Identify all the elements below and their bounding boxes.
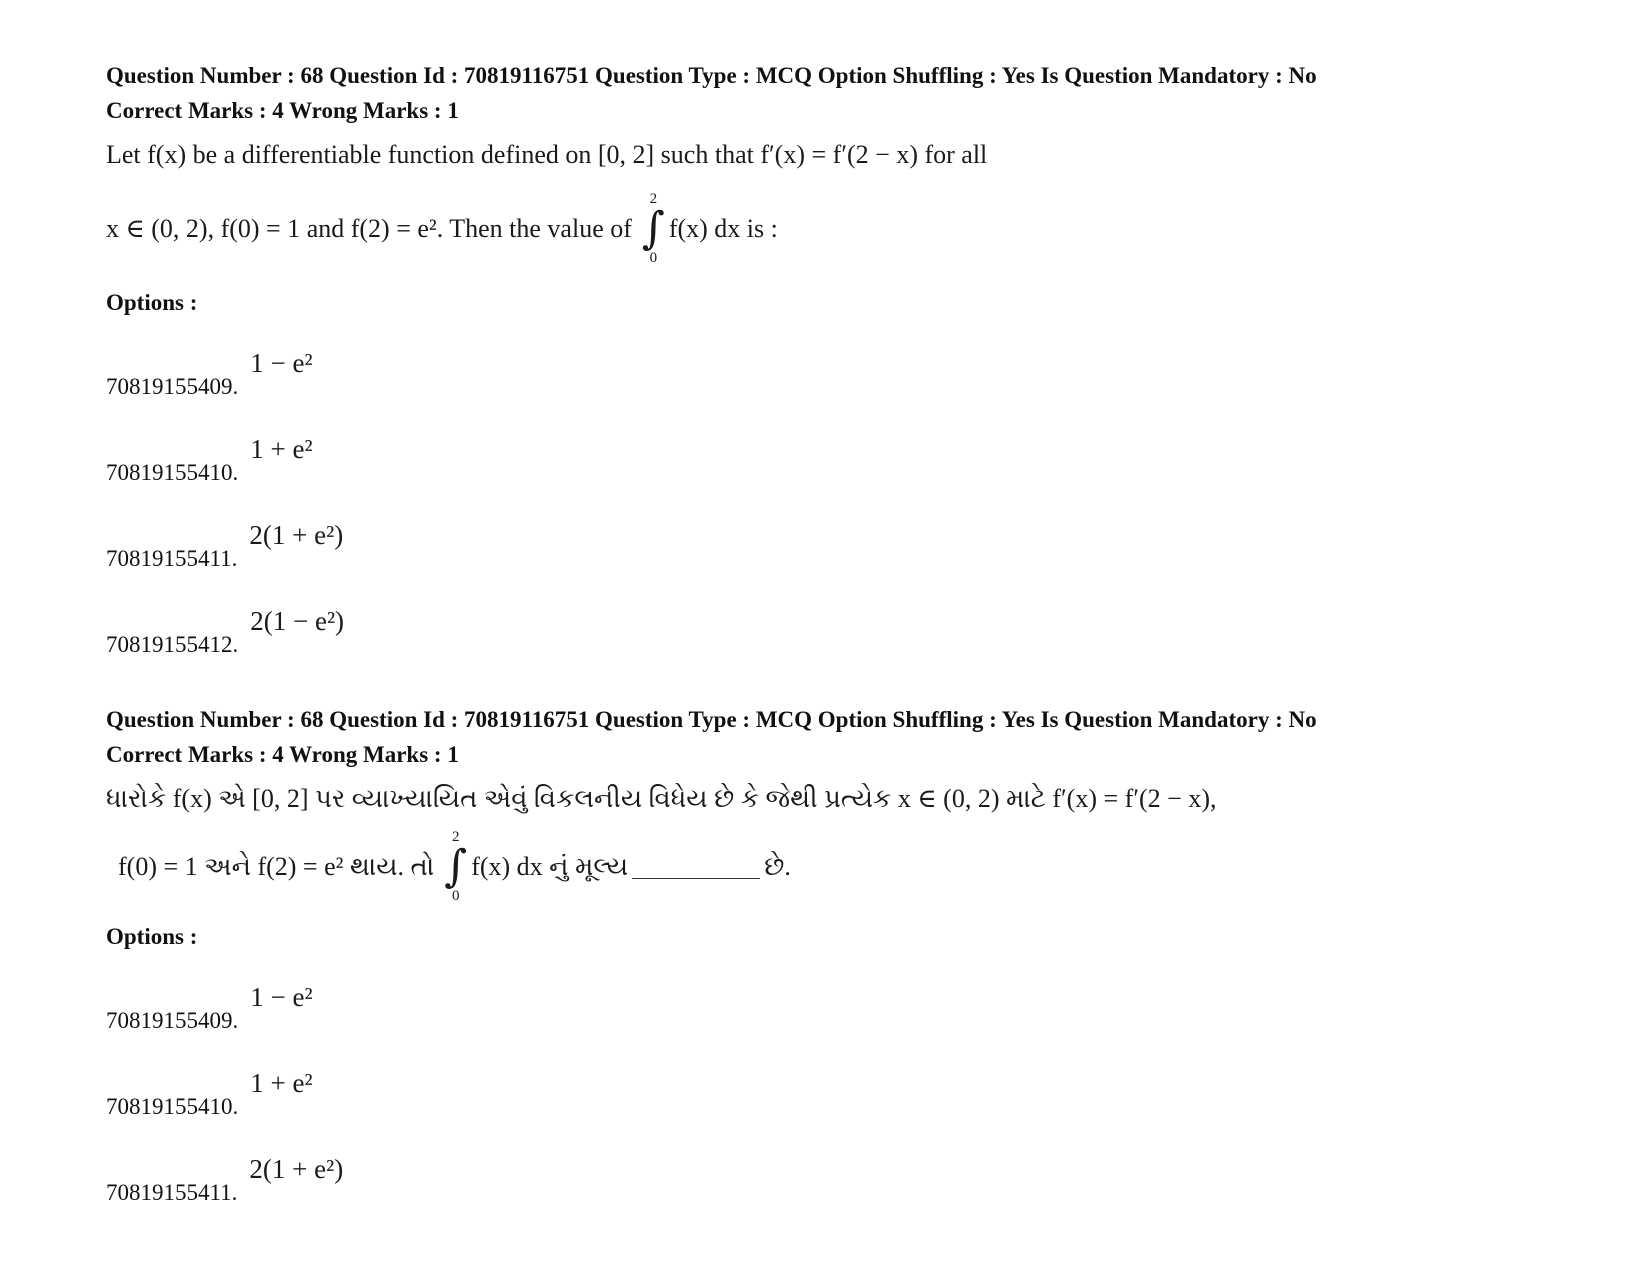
answer-blank [632,856,760,879]
integral-symbol [642,192,665,266]
option-expression: 2(1 − e²) [250,606,345,636]
integral-lower-limit: 0 [451,888,460,904]
option-expression: 2(1 + e²) [249,1154,344,1184]
option-item[interactable] [106,334,1586,404]
option-id: 70819155412. [106,632,239,657]
option-id: 70819155409. [106,1008,239,1033]
option-expression: 1 − e² [250,982,313,1012]
option-id: 70819155411. [106,546,238,571]
question-text-line-1: ધારોકે f(x) એ [0, 2] પર વ્યાખ્યાયિત એવું વિકલનીય વિધેય છે કે જેથી પ્રત્યેક x ∈ (0, 2) માટે f′(x) = f′(2 − x), [106,784,1217,813]
integral-upper-limit: 2 [451,829,460,845]
question-meta-line: Question Number : 68 Question Id : 70819116751 Question Type : MCQ Option Shuffling : Yes Is Question Mandatory : No [106,707,1317,732]
option-expression: 1 − e² [250,348,313,378]
option-id: 70819155409. [106,374,239,399]
option-item[interactable] [106,1054,1586,1124]
question-text-post-integral: f(x) dx નું મૂલ્ય [471,852,629,881]
integral-symbol [444,830,467,904]
option-id: 70819155411. [106,1180,238,1205]
options-label: Options : [106,924,198,949]
question-text-line-2 [106,192,1586,266]
integral-upper-limit: 2 [649,191,658,207]
option-item[interactable] [106,592,1586,662]
question-text-post-integral: f(x) dx is : [668,214,778,243]
option-id: 70819155410. [106,1094,239,1119]
integral-sign: ∫ [444,841,468,892]
option-item[interactable] [106,968,1586,1038]
marks-line: Correct Marks : 4 Wrong Marks : 1 [106,98,459,123]
question-text-line-1: Let f(x) be a differentiable function defined on [0, 2] such that f′(x) = f′(2 − x) for all [106,140,988,169]
option-expression: 1 + e² [250,1068,313,1098]
question-text-end: છે. [764,852,791,881]
question-text-line-2 [118,830,1586,904]
question-meta-line: Question Number : 68 Question Id : 70819116751 Question Type : MCQ Option Shuffling : Yes Is Question Mandatory : No [106,63,1317,88]
option-expression: 1 + e² [250,434,313,464]
marks-line: Correct Marks : 4 Wrong Marks : 1 [106,742,459,767]
option-expression: 2(1 + e²) [249,520,344,550]
question-text-pre-integral: x ∈ (0, 2), f(0) = 1 and f(2) = e². Then the value of [106,214,632,243]
integral-lower-limit: 0 [649,250,658,266]
option-item[interactable] [106,420,1586,490]
options-label: Options : [106,290,198,315]
integral-sign: ∫ [641,203,665,254]
option-item[interactable] [106,1140,1586,1210]
option-id: 70819155410. [106,460,239,485]
question-text-pre-integral: f(0) = 1 અને f(2) = e² થાય. તો [118,852,435,881]
question-block-english [106,58,1586,662]
question-block-gujarati [106,702,1586,1210]
option-item[interactable] [106,506,1586,576]
